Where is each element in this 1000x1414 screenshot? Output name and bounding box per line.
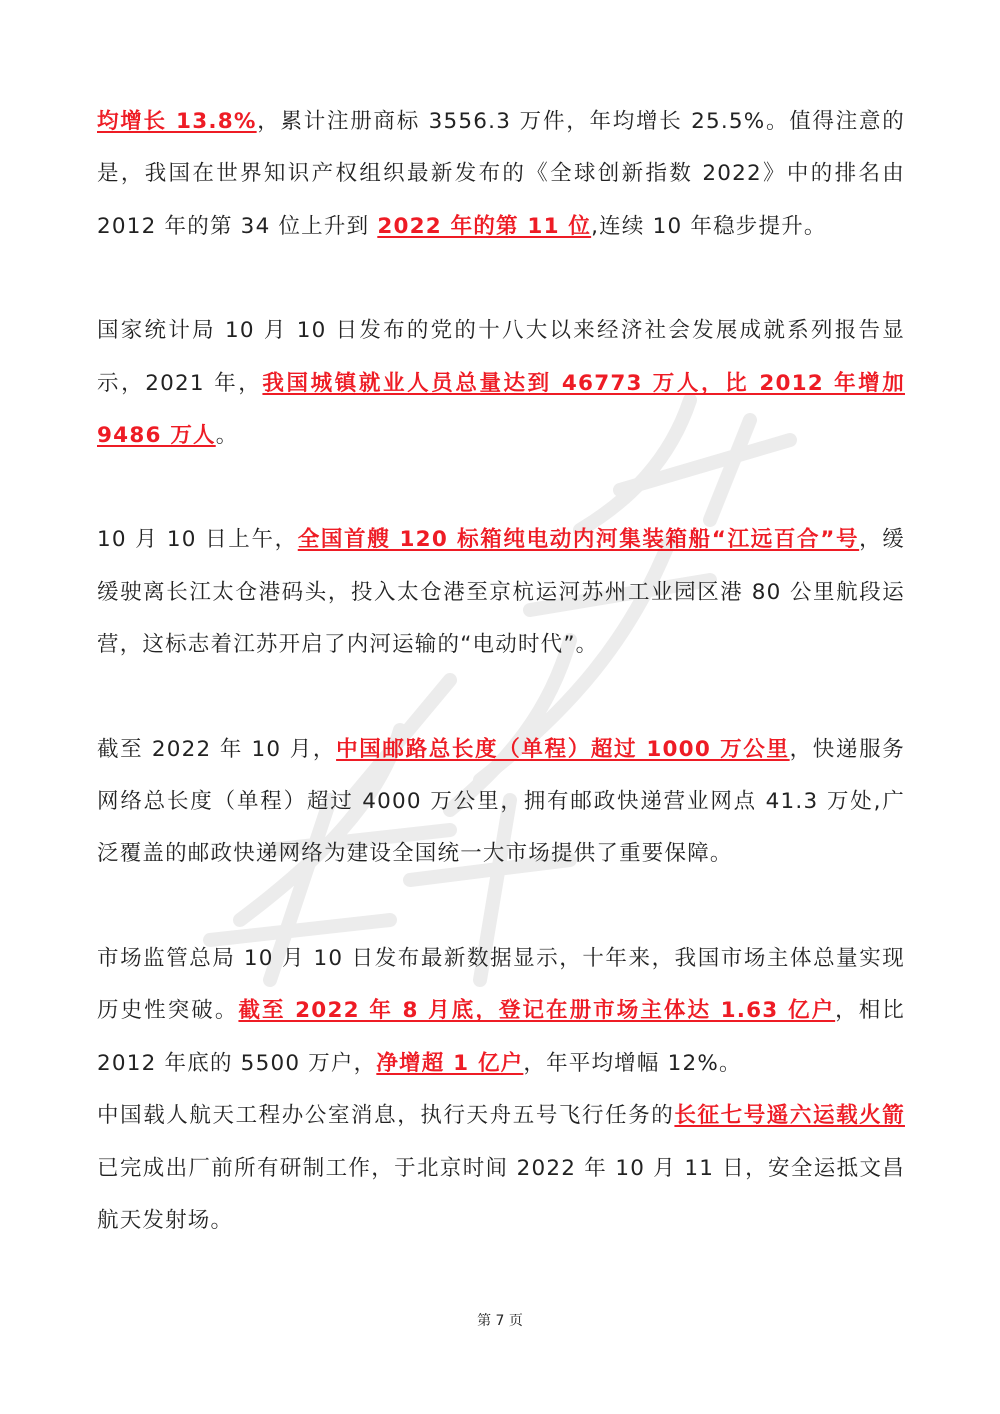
highlight-postal-length: 中国邮路总长度（单程）超过 1000 万公里 bbox=[336, 736, 790, 762]
paragraph-ip bbox=[97, 96, 905, 253]
paragraph-space bbox=[97, 1090, 905, 1247]
paragraph-ship bbox=[97, 514, 905, 671]
text-space-intro: 中国载人航天工程办公室消息，执行天舟五号飞行任务的 bbox=[97, 1103, 675, 1129]
text-postal-date: 截至 2022 年 10 月， bbox=[97, 736, 337, 762]
highlight-ip-growth: 均增长 13.8% bbox=[97, 109, 257, 134]
text-employment-intro: 国家统计局 10 月 10 日发布的党的十八大以来经济社会发展成就系列报告显示，2021 年， bbox=[97, 318, 905, 396]
highlight-innovation-rank: 2022 年的第 11 位 bbox=[377, 213, 592, 239]
text-postal-network: ，快递服务网络总长度（单程）超过 4000 万公里，拥有邮政快递营业网点 41.3 万处,广泛覆盖的邮政快递网络为建设全国统一大市场提供了重要保障。 bbox=[97, 736, 905, 867]
text-ip-trademark: ，累计注册商标 3556.3 万件，年均增长 25.5%。值得注意的是，我国在世界知识产权组织最新发布的《全球创新指数 2022》中的排名由 2012 年的第 34 位上升到 bbox=[97, 109, 906, 239]
highlight-ship-name: 全国首艘 120 标箱纯电动内河集装箱船“江远百合”号 bbox=[297, 527, 860, 553]
text-space-arrival: 已完成出厂前所有研制工作，于北京时间 2022 年 10 月 11 日，安全运抵文昌航天发射场。 bbox=[97, 1155, 905, 1233]
text-ship-date: 10 月 10 日上午， bbox=[97, 527, 298, 553]
text-market-compare: ，相比 2012 年底的 5500 万户， bbox=[97, 998, 905, 1076]
highlight-employment-total: 我国城镇就业人员总量达到 46773 万人，比 2012 年增加 9486 万人 bbox=[97, 370, 905, 449]
document-body bbox=[97, 96, 905, 1247]
paragraph-market bbox=[97, 933, 905, 1090]
paragraph-postal bbox=[97, 724, 905, 881]
highlight-market-net-increase: 净增超 1 亿户 bbox=[376, 1050, 524, 1076]
highlight-market-total: 截至 2022 年 8 月底，登记在册市场主体达 1.63 亿户 bbox=[238, 998, 836, 1024]
text-market-intro: 市场监管总局 10 月 10 日发布最新数据显示，十年来，我国市场主体总量实现历史性突破。 bbox=[97, 945, 905, 1024]
text-ship-route: ，缓缓驶离长江太仓港码头，投入太仓港至京杭运河苏州工业园区港 80 公里航段运营，这标志着江苏开启了内河运输的“电动时代”。 bbox=[97, 527, 905, 658]
text-market-growth: ，年平均增幅 12%。 bbox=[523, 1050, 742, 1076]
text-employment-end: 。 bbox=[215, 423, 239, 449]
text-ip-steady: ,连续 10 年稳步提升。 bbox=[591, 213, 827, 239]
highlight-rocket-name: 长征七号遥六运载火箭 bbox=[674, 1103, 905, 1129]
page-number: 第 7 页 bbox=[477, 1313, 523, 1329]
paragraph-employment bbox=[97, 305, 905, 462]
